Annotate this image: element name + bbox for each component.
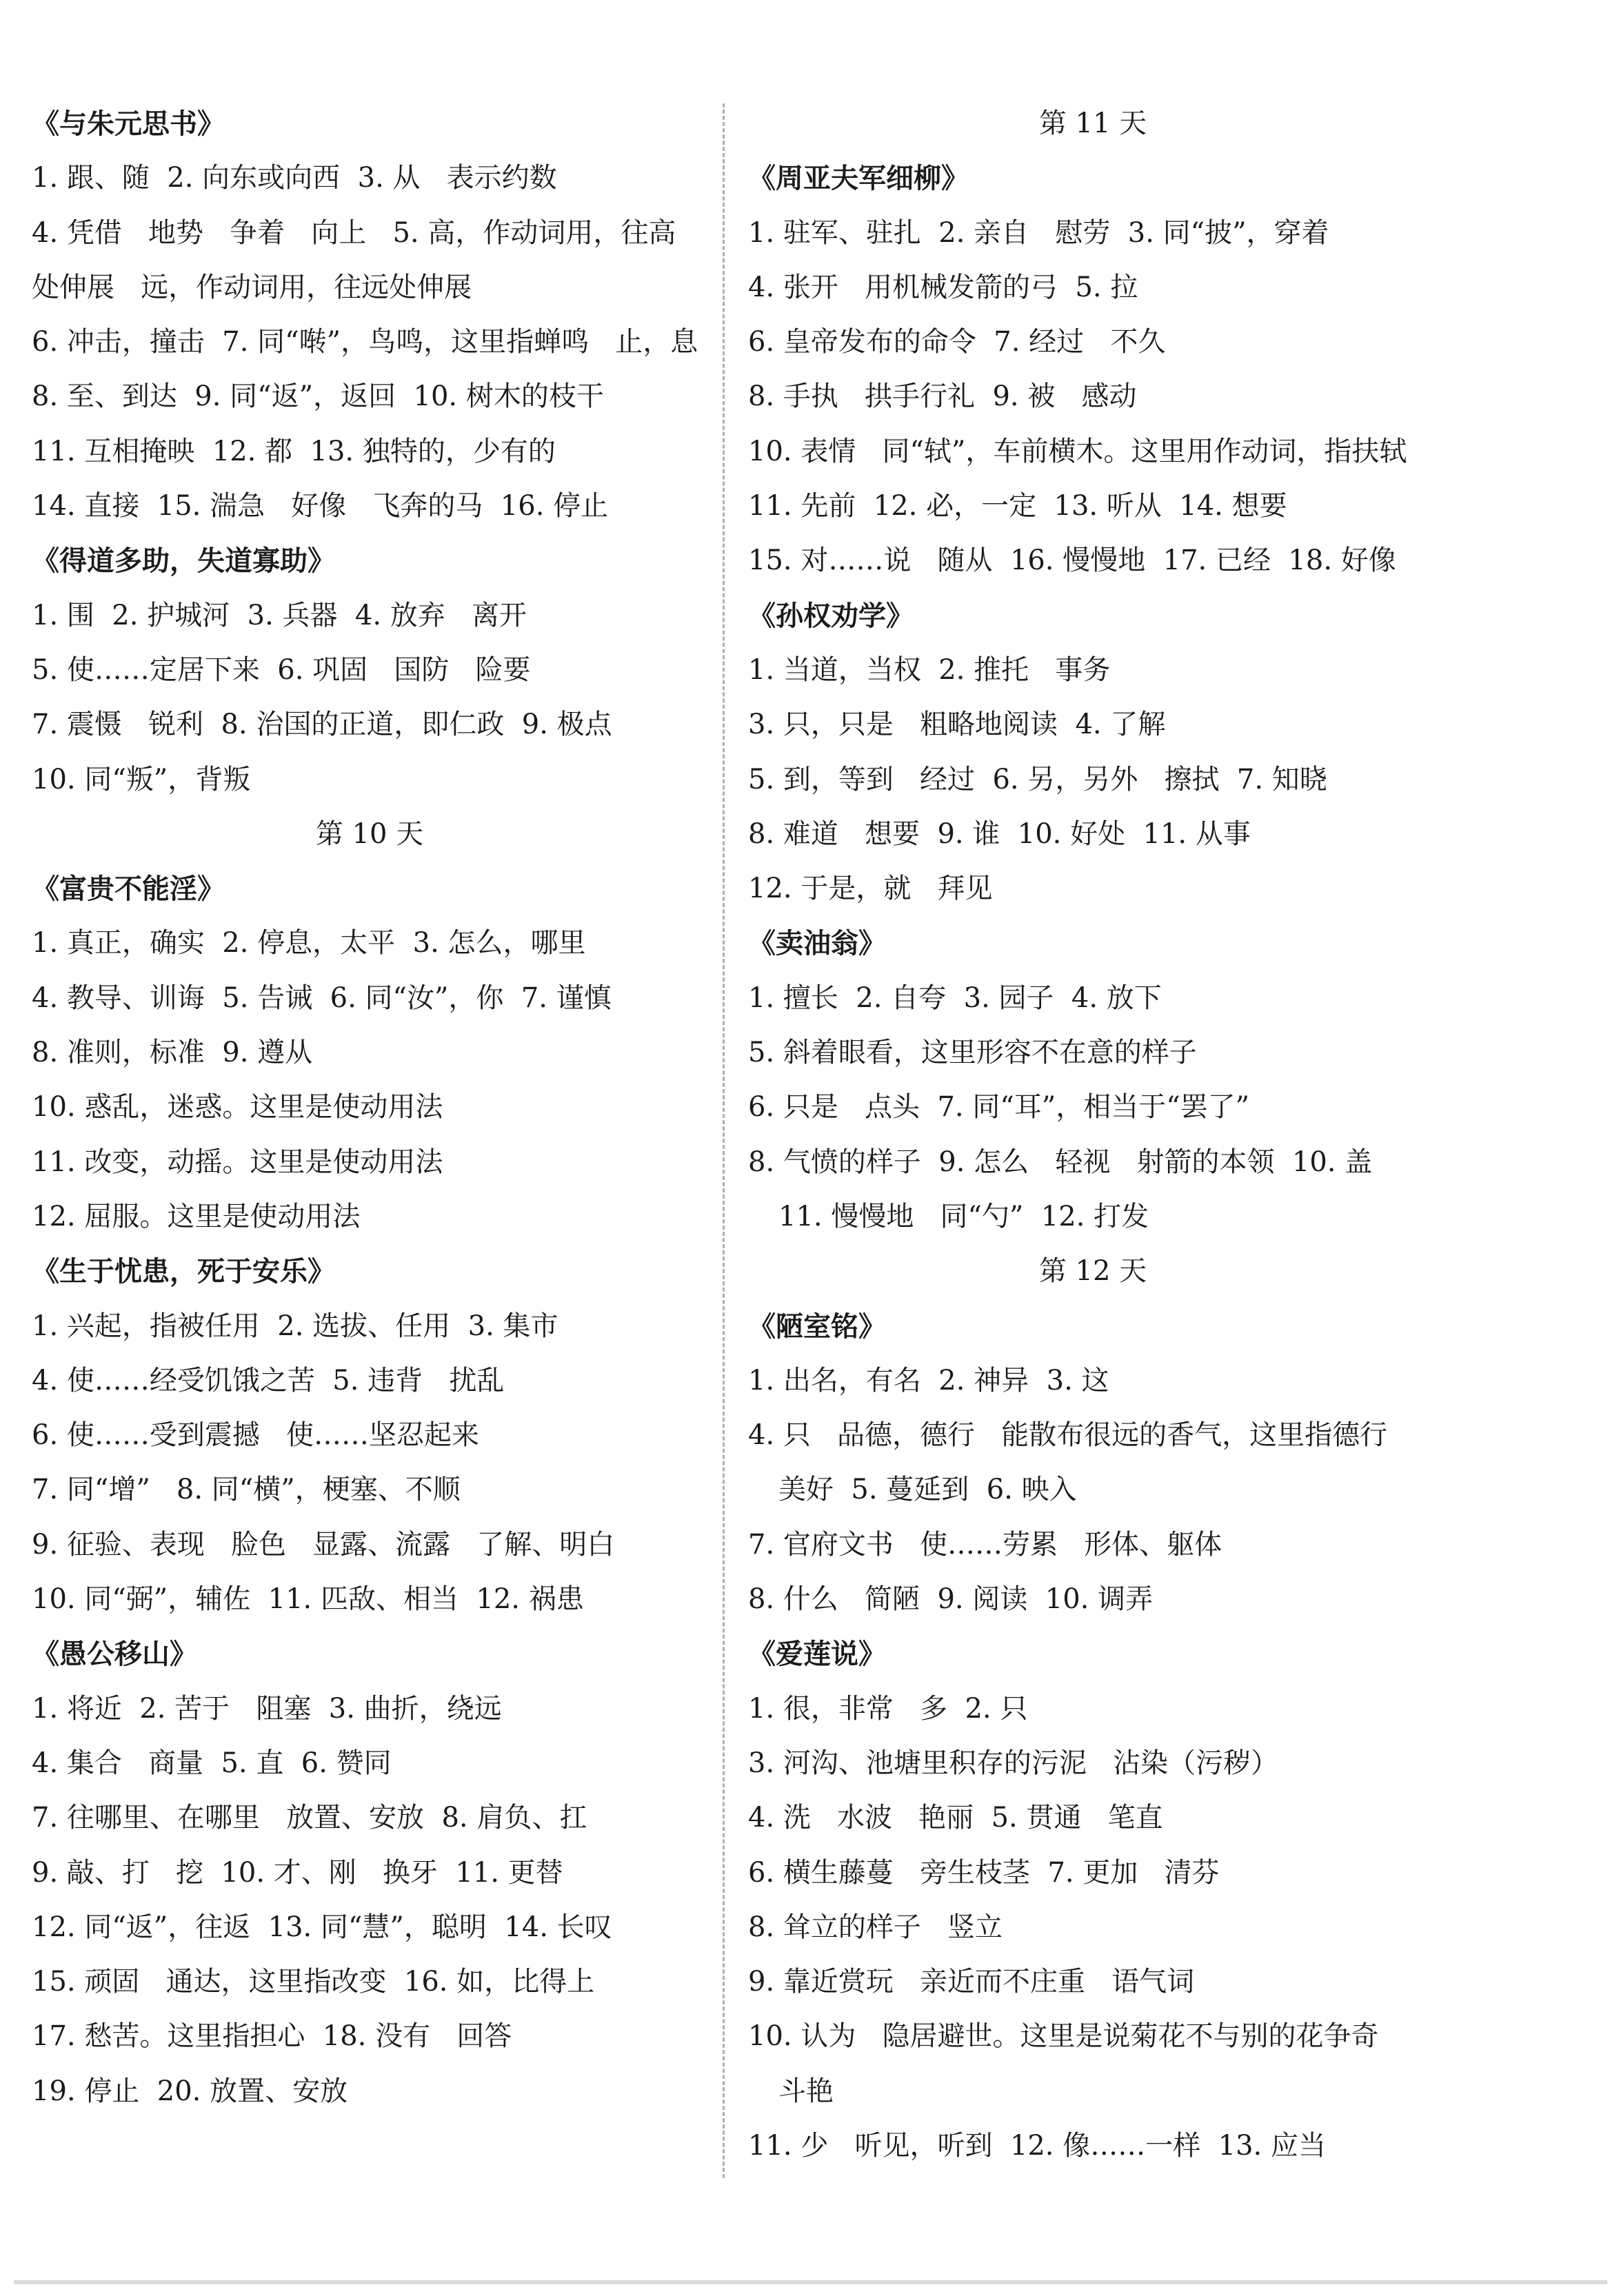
section-title [748, 589, 1438, 643]
answer-line [32, 1026, 707, 1080]
line-text: 8. 什么 简陋 9. 阅读 10. 调弄 [748, 1583, 1154, 1616]
line-text: 《富贵不能淫》 [32, 873, 225, 906]
answer-line [32, 916, 707, 971]
line-text: 《卖油翁》 [748, 927, 886, 960]
line-text: 10. 同“叛”，背叛 [32, 763, 251, 795]
line-text: 斗艳 [778, 2075, 834, 2107]
line-text: 8. 至、到达 9. 同“返”，返回 10. 树木的枝干 [32, 380, 604, 413]
line-text: 4. 使……经受饥饿之苦 5. 违背 扰乱 [32, 1364, 505, 1396]
section-title [32, 534, 707, 588]
day-heading [748, 1244, 1438, 1299]
answer-line [748, 315, 1438, 369]
answer-line [32, 1354, 707, 1408]
line-text: 《得道多助，失道寡助》 [32, 545, 335, 578]
answer-line [32, 479, 707, 534]
line-text: 《与朱元思书》 [32, 108, 225, 140]
answer-line [32, 1572, 707, 1627]
answer-line [748, 971, 1438, 1026]
line-text: 《周亚夫军细柳》 [748, 162, 969, 195]
line-text: 5. 斜着眼看，这里形容不在意的样子 [748, 1037, 1197, 1069]
answer-line [32, 589, 707, 643]
answer-line [748, 1463, 1438, 1517]
line-text: 6. 使……受到震撼 使……坚忍起来 [32, 1419, 480, 1452]
answer-line [32, 1736, 707, 1791]
line-text: 第 12 天 [1038, 1255, 1147, 1288]
answer-line [32, 1791, 707, 1845]
answer-line [748, 2064, 1438, 2119]
answer-line [32, 206, 707, 261]
answer-line [748, 807, 1438, 862]
line-text: 14. 直接 15. 湍急 好像 飞奔的马 16. 停止 [32, 490, 609, 522]
line-text: 17. 愁苦。这里指担心 18. 没有 回答 [32, 2020, 512, 2053]
line-text: 10. 惑乱，迷惑。这里是使动用法 [32, 1091, 443, 1124]
line-text: 11. 改变，动摇。这里是使动用法 [32, 1146, 443, 1178]
line-text: 5. 使……定居下来 6. 巩固 国防 险要 [32, 653, 531, 686]
answer-line [32, 1955, 707, 2009]
answer-line [748, 1682, 1438, 1736]
line-text: 《陋室铭》 [748, 1310, 886, 1343]
line-text: 4. 凭借 地势 争着 向上 5. 高，作动词用，往高 [32, 216, 676, 249]
line-text: 第 11 天 [1038, 108, 1147, 139]
answer-line [748, 1190, 1438, 1244]
line-text: 1. 将近 2. 苦于 阻塞 3. 曲折，绕远 [32, 1692, 502, 1725]
answer-line [748, 1518, 1438, 1572]
answer-line [748, 1354, 1438, 1408]
answer-line [748, 2119, 1438, 2173]
answer-line [748, 753, 1438, 807]
answer-line [32, 425, 707, 479]
bottom-rule [14, 2280, 1607, 2284]
answer-line [32, 643, 707, 698]
answer-line [32, 971, 707, 1026]
line-text: 7. 官府文书 使……劳累 形体、躯体 [748, 1528, 1222, 1561]
line-text: 第 10 天 [315, 817, 424, 850]
line-text: 1. 兴起，指被任用 2. 选拔、任用 3. 集市 [32, 1310, 558, 1342]
answer-line [748, 698, 1438, 752]
line-text: 9. 敲、打 挖 10. 才、刚 换牙 11. 更替 [32, 1856, 563, 1889]
answer-line [748, 479, 1438, 534]
answer-line [748, 534, 1438, 588]
answer-line [748, 1846, 1438, 1900]
line-text: 12. 同“返”，往返 13. 同“慧”，聪明 14. 长叹 [32, 1911, 612, 1943]
answer-line [32, 1463, 707, 1517]
line-text: 5. 到，等到 经过 6. 另，另外 擦拭 7. 知晓 [748, 763, 1327, 795]
line-text: 19. 停止 20. 放置、安放 [32, 2075, 348, 2107]
line-text: 1. 驻军、驻扎 2. 亲自 慰劳 3. 同“披”，穿着 [748, 216, 1329, 249]
section-title [32, 96, 707, 151]
line-text: 10. 认为 隐居避世。这里是说菊花不与别的花争奇 [748, 2020, 1379, 2053]
answer-line [748, 1900, 1438, 1955]
answer-line [32, 1518, 707, 1572]
section-title [32, 1244, 707, 1299]
line-text: 12. 屈服。这里是使动用法 [32, 1200, 361, 1232]
line-text: 7. 震慑 锐利 8. 治国的正道，即仁政 9. 极点 [32, 709, 612, 741]
line-text: 4. 教导、训诲 5. 告诫 6. 同“汝”，你 7. 谨慎 [32, 982, 612, 1014]
answer-line [748, 1026, 1438, 1080]
line-text: 8. 气愤的样子 9. 怎么 轻视 射箭的本领 10. 盖 [748, 1146, 1373, 1178]
answer-line [32, 753, 707, 807]
line-text: 9. 征验、表现 脸色 显露、流露 了解、明白 [32, 1528, 615, 1561]
line-text: 1. 出名，有名 2. 神异 3. 这 [748, 1364, 1109, 1396]
line-text: 《爱莲说》 [748, 1638, 886, 1671]
column-divider [723, 103, 725, 2178]
line-text: 8. 准则，标准 9. 遵从 [32, 1037, 313, 1069]
line-text: 《孙权劝学》 [748, 599, 914, 632]
line-text: 1. 围 2. 护城河 3. 兵器 4. 放弃 离开 [32, 599, 527, 631]
line-text: 11. 慢慢地 同“勺” 12. 打发 [778, 1200, 1149, 1232]
answer-line [748, 369, 1438, 424]
answer-line [748, 862, 1438, 916]
answer-line [32, 1299, 707, 1354]
line-text: 处伸展 远，作动词用，往远处伸展 [32, 271, 472, 303]
answer-line [748, 1408, 1438, 1463]
line-text: 4. 集合 商量 5. 直 6. 赞同 [32, 1747, 392, 1779]
line-text: 4. 张开 用机械发箭的弓 5. 拉 [748, 271, 1138, 303]
answer-line [32, 1846, 707, 1900]
line-text: 1. 真正，确实 2. 停息，太平 3. 怎么，哪里 [32, 927, 586, 959]
line-text: 1. 跟、随 2. 向东或向西 3. 从 表示约数 [32, 162, 557, 194]
line-text: 4. 只 品德，德行 能散布很远的香气，这里指德行 [748, 1419, 1388, 1452]
line-text: 8. 难道 想要 9. 谁 10. 好处 11. 从事 [748, 817, 1251, 850]
answer-line [32, 1900, 707, 1955]
section-title [32, 862, 707, 916]
day-heading [32, 807, 707, 862]
line-text: 8. 耸立的样子 竖立 [748, 1911, 1003, 1943]
line-text: 1. 当道，当权 2. 推托 事务 [748, 653, 1111, 686]
answer-line [748, 1080, 1438, 1135]
line-text: 12. 于是，就 拜见 [748, 873, 993, 905]
line-text: 8. 手执 拱手行礼 9. 被 感动 [748, 380, 1137, 413]
answer-line [32, 2064, 707, 2119]
answer-line [748, 261, 1438, 315]
answer-line [748, 1135, 1438, 1190]
left-column [32, 96, 707, 2119]
line-text: 1. 擅长 2. 自夸 3. 园子 4. 放下 [748, 982, 1162, 1014]
answer-line [32, 698, 707, 752]
line-text: 6. 横生藤蔓 旁生枝茎 7. 更加 清芬 [748, 1856, 1220, 1889]
answer-line [748, 425, 1438, 479]
line-text: 6. 皇帝发布的命令 7. 经过 不久 [748, 326, 1166, 358]
line-text: 7. 同“增” 8. 同“横”，梗塞、不顺 [32, 1474, 461, 1506]
right-column [748, 96, 1438, 2173]
section-title [748, 1299, 1438, 1354]
line-text: 15. 对……说 随从 16. 慢慢地 17. 已经 18. 好像 [748, 545, 1396, 577]
answer-line [748, 2009, 1438, 2064]
line-text: 9. 靠近赏玩 亲近而不庄重 语气词 [748, 1966, 1195, 1998]
answer-line [32, 369, 707, 424]
answer-line [32, 1408, 707, 1463]
answer-line [32, 1190, 707, 1244]
answer-line [32, 261, 707, 315]
line-text: 3. 河沟、池塘里积存的污泥 沾染（污秽） [748, 1747, 1279, 1779]
answer-line [32, 2009, 707, 2064]
line-text: 3. 只，只是 粗略地阅读 4. 了解 [748, 709, 1166, 741]
answer-line [32, 1080, 707, 1135]
line-text: 6. 冲击，撞击 7. 同“啭”，鸟鸣，这里指蝉鸣 止，息 [32, 326, 698, 358]
section-title [748, 151, 1438, 205]
answer-line [748, 206, 1438, 261]
line-text: 4. 洗 水波 艳丽 5. 贯通 笔直 [748, 1802, 1163, 1834]
answer-line [32, 315, 707, 369]
line-text: 10. 同“弼”，辅佐 11. 匹敌、相当 12. 祸患 [32, 1583, 584, 1616]
day-heading [748, 96, 1438, 151]
line-text: 15. 顽固 通达，这里指改变 16. 如，比得上 [32, 1966, 595, 1998]
answer-line [748, 1572, 1438, 1627]
section-title [32, 1627, 707, 1681]
answer-line [748, 1736, 1438, 1791]
line-text: 11. 先前 12. 必，一定 13. 听从 14. 想要 [748, 490, 1287, 522]
line-text: 1. 很，非常 多 2. 只 [748, 1692, 1028, 1725]
section-title [748, 1627, 1438, 1681]
line-text: 《愚公移山》 [32, 1638, 197, 1671]
line-text: 10. 表情 同“轼”，车前横木。这里用作动词，指扶轼 [748, 435, 1407, 467]
answer-line [32, 151, 707, 205]
line-text: 《生于忧患，死于安乐》 [32, 1255, 335, 1288]
line-text: 美好 5. 蔓延到 6. 映入 [778, 1474, 1077, 1506]
answer-line [748, 643, 1438, 698]
answer-line [32, 1682, 707, 1736]
line-text: 11. 少 听见，听到 12. 像……一样 13. 应当 [748, 2129, 1326, 2162]
section-title [748, 916, 1438, 971]
answer-line [748, 1791, 1438, 1845]
answer-line [32, 1135, 707, 1190]
answer-line [748, 1955, 1438, 2009]
line-text: 11. 互相掩映 12. 都 13. 独特的，少有的 [32, 435, 556, 467]
line-text: 7. 往哪里、在哪里 放置、安放 8. 肩负、扛 [32, 1802, 587, 1834]
line-text: 6. 只是 点头 7. 同“耳”，相当于“罢了” [748, 1091, 1250, 1124]
